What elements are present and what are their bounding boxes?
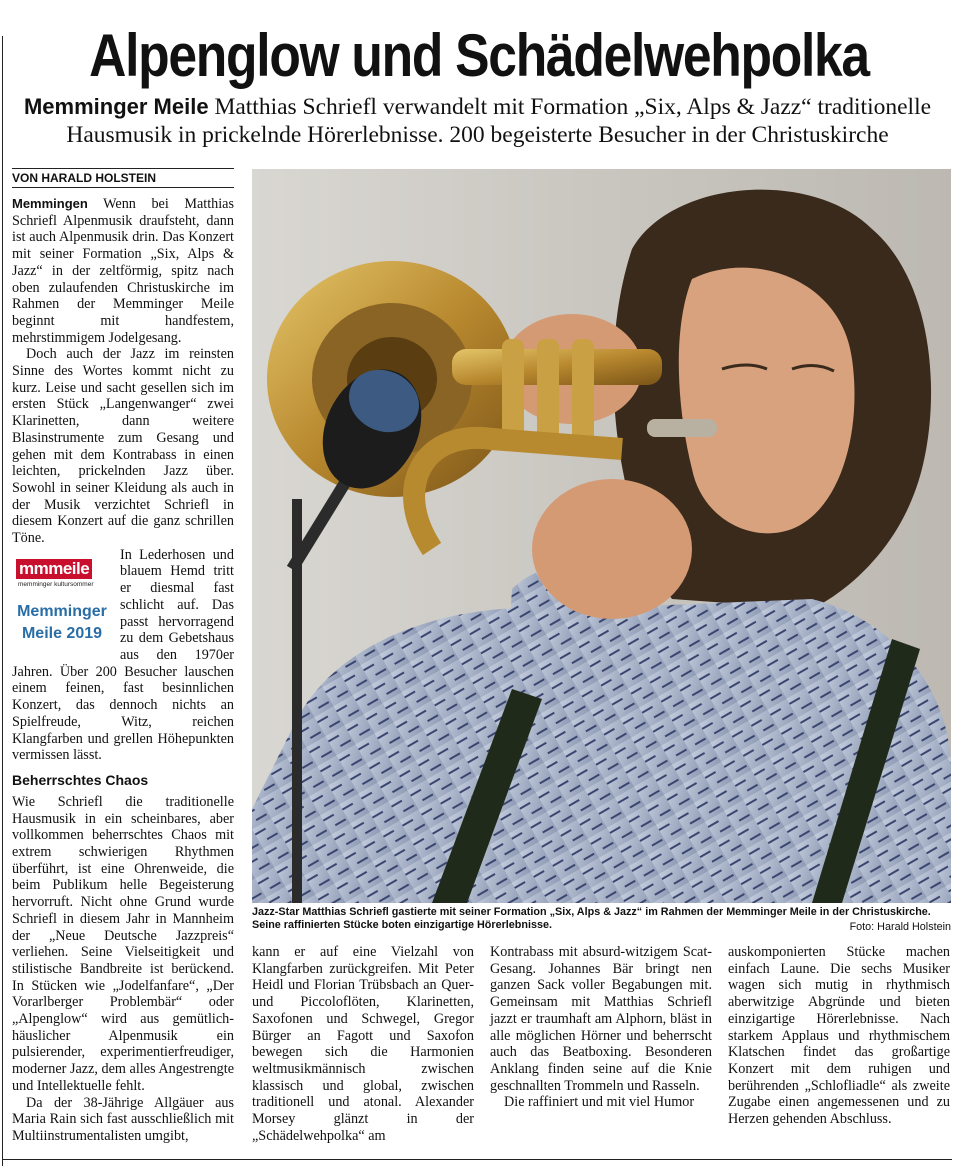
meile-title-line-2: Meile 2019 [21, 624, 103, 642]
byline-rule-bottom [12, 187, 234, 188]
paragraph: Kontrabass mit absurd-witzigem Scat-Gesang. Johannes Bär bringt nen ganzen Sack voller Begabungen mit. Gemeinsam mit Matthias Schriefl jazzt er traumhaft am Alphorn, bläst in alle möglichen Hörner und beherrscht auch das Beatboxing. Besonderen Anklang finden seine auf die Knie geschnallten Trommeln und Rasseln. [490, 944, 712, 1094]
meile-brand-mark [12, 559, 112, 579]
column-3 [490, 944, 712, 1111]
paragraph: Doch auch der Jazz im reinsten Sinne des Wortes kommt nicht zu kurz. Leise und sacht gesellen sich im ersten Stück „Langenwanger“ zwei Klarinetten, dann weitere Blasinstrumente zum Gesang und gehen mit dem Kontrabass in einen leichten, prickelnden Jazz über. Sowohl in seiner Kleidung als auch in der Musik verzichtet Schriefl in diesem Konzert auf die ganz schrillen Töne. [12, 346, 234, 547]
paragraph-text: Wenn bei Matthias Schriefl Alpenmusik draufsteht, dann ist auch Alpenmusik drin. Das Konzert mit seiner Formation „Six, Alps & Jazz“ in der zeltförmig, spitz nach oben zulaufenden Christuskirche im Rahmen der Memminger Meile beginnt mit handfestem, mehrstimmigem Jodelgesang. [12, 196, 234, 346]
column-4 [728, 944, 950, 1128]
column-1 [12, 196, 234, 1145]
caption-text: Jazz-Star Matthias Schriefl gastierte mit seiner Formation „Six, Alps & Jazz“ im Rahmen der Memminger Meile in der Christuskirche. Seine raffinierten Stücke boten einzigartige Hörerlebnisse. [252, 906, 931, 931]
paragraph: kann er auf eine Vielzahl von Klangfarben zurückgreifen. Mit Peter Heidl und Florian Trübsbach an Quer- und Piccoloflöten, Klarinetten, Saxofonen und Schwegel, Gregor Bürger an Fagott und Saxofon bewegen sich die Harmonien weltmusikmännisch zwischen klassisch und global, zwischen traditionell und atonal. Alexander Morsey glänzt in der „Schädelwehpolka“ am [252, 944, 474, 1144]
meile-title-line-1: Memminger [17, 602, 107, 620]
meile-title [12, 601, 112, 645]
left-column-rule [2, 36, 3, 1166]
meile-brand-text: mmmeile [16, 559, 92, 579]
section-heading: Beherrschtes Chaos [12, 771, 149, 788]
concert-photo [252, 169, 951, 903]
byline: VON HARALD HOLSTEIN [12, 171, 156, 185]
paragraph: Da der 38-Jährige Allgäuer aus Maria Rain sich fast ausschließlich mit Multiinstrumentalisten umgibt, [12, 1094, 234, 1144]
paragraph: In Lederhosen und blauem Hemd tritt er diesmal fast schlicht auf. Das passt hervorragend zu dem Gebetshaus aus den 1970er Jahren. Über 200 Besucher lauschen einem feinen, fast besinnlichen Konzert, das dennoch nichts an Spielfreude, Witz, reichen Klangfarben und grellen Höhepunkten vermissen lässt. [12, 546, 234, 764]
column-2 [252, 944, 474, 1144]
paragraph: auskomponierten Stücke machen einfach Laune. Die sechs Musiker wagen sich mutig in rhythmisch aberwitzige Abgründe und bieten einzigartige Hörerlebnisse. Nach starkem Applaus und rhythmischem Klatschen findet das großartige Konzert mit dem ruhigen und berührenden „Schloflіadle“ als zweite Zugabe einen angemessenen und zu Herzen gehenden Abschluss. [728, 944, 950, 1128]
headline: Alpenglow und Schädelwehpolka [89, 22, 869, 89]
subheadline [10, 93, 945, 149]
kicker: Memminger Meile [23, 94, 209, 119]
byline-rule-top [12, 168, 234, 169]
photo-caption [252, 906, 951, 932]
photo-illustration [252, 169, 951, 903]
photo-credit: Foto: Harald Holstein [849, 921, 951, 933]
memminger-meile-logo [12, 559, 112, 651]
paragraph [12, 196, 234, 346]
subheadline-text: Matthias Schriefl verwandelt mit Formation „Six, Alps & Jazz“ traditionelle Hausmusik in prickelnde Hörerlebnisse. 200 begeisterte Besucher in der Christuskirche [66, 94, 932, 148]
paragraph: Wie Schriefl die traditionelle Hausmusik in ein scheinbares, aber vollkommen beherrschtes Chaos mit extrem schwierigen Rhythmen überführt, ist eine Ohrenweide, die beim Publikum helle Begeisterung hervorruft. Nicht ohne Grund wurde Schriefl in diesem Jahr in Mannheim der „Neue Deutsche Jazzpreis“ verliehen. Seine Vielseitigkeit und stilistische Bandbreite ist berückend. In Stücken wie „Jodelfanfare“, „Der Vorarlberger Problembär“ oder „Alpenglow“ wird aus gemütlich-häuslicher Alpenmusik ein pulsierender, experimentierfreudiger, moderner Jazz, dem alles Angestrengte und Intellektuelle fehlt. [12, 793, 234, 1094]
dateline: Memmingen [12, 196, 88, 211]
paragraph: Die raffiniert und mit viel Humor [504, 1094, 695, 1111]
bottom-rule [2, 1159, 952, 1160]
meile-tagline: memminger kultursommer [18, 580, 94, 588]
